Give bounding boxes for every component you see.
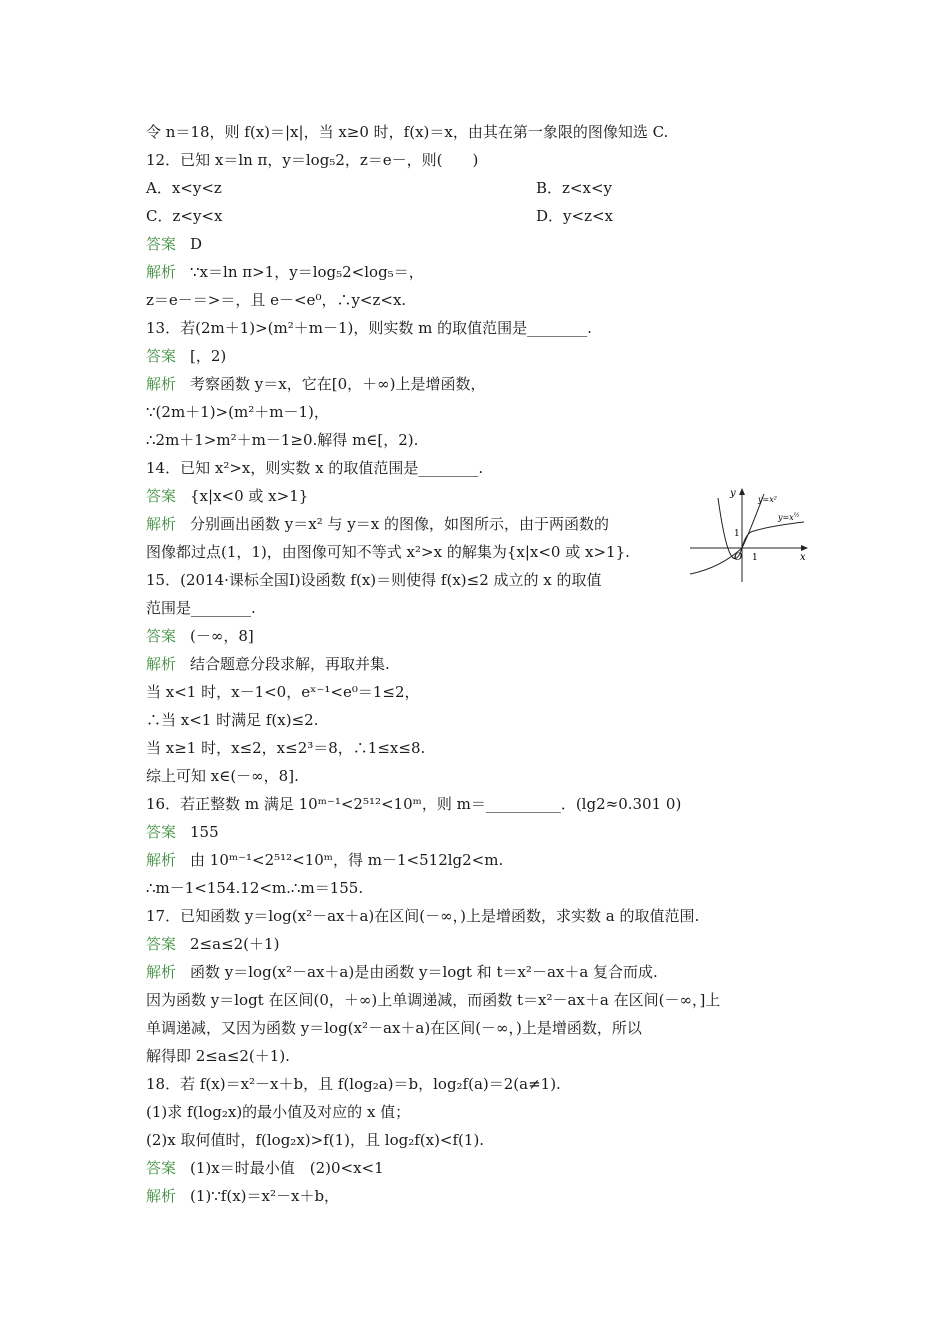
- line-text: 155: [190, 823, 219, 841]
- y-axis-arrow-icon: [739, 488, 745, 495]
- curve1-label: y=x²: [758, 495, 777, 504]
- line-text: 结合题意分段求解，再取并集.: [190, 655, 390, 673]
- line-text: 令 n＝18，则 f(x)＝|x|，当 x≥0 时，f(x)＝x，由其在第一象限的图像知选 C.: [146, 123, 669, 141]
- text-line: [146, 734, 806, 762]
- text-line: [146, 874, 806, 902]
- option-left: A．x<y<z: [146, 179, 222, 197]
- document-body: [146, 118, 806, 1210]
- line-text: (2)x 取何值时，f(log₂x)>f(1)，且 log₂f(x)<f(1).: [146, 1131, 485, 1149]
- line-text: 13．若(2m＋1)>(m²＋m－1)，则实数 m 的取值范围是________.: [146, 319, 592, 337]
- line-text: 因为函数 y＝logt 在区间(0，＋∞)上单调递减，而函数 t＝x²－ax＋a 在区间(－∞，]上: [146, 991, 721, 1009]
- curve2-label: $y=x^{\frac{1}{2}}$: [778, 512, 800, 522]
- text-line: [146, 1042, 806, 1070]
- analysis-line: [146, 650, 806, 678]
- analysis-line: [146, 1182, 806, 1210]
- origin-label: O: [734, 552, 743, 563]
- text-line: [146, 1126, 806, 1154]
- analysis-tag: 解析: [146, 655, 177, 673]
- text-line: [146, 1098, 806, 1126]
- line-text: 函数 y＝log(x²－ax＋a)是由函数 y＝logt 和 t＝x²－ax＋a 复合而成.: [190, 963, 658, 981]
- line-text: 单调递减，又因为函数 y＝log(x²－ax＋a)在区间(－∞，)上是增函数，所以: [146, 1019, 642, 1037]
- answer-line: [146, 818, 806, 846]
- line-text: 18．若 f(x)＝x²－x＋b，且 f(log₂a)＝b，log₂f(a)＝2(a≠1).: [146, 1075, 561, 1093]
- line-text: 12．已知 x＝ln π，y＝log₅2，z＝e－，则( ): [146, 151, 479, 169]
- text-line: [146, 566, 676, 594]
- y-axis-label: y: [730, 488, 736, 499]
- answer-line: [146, 1154, 806, 1182]
- answer-tag: 答案: [146, 935, 177, 953]
- text-line: [146, 454, 806, 482]
- answer-line: [146, 342, 806, 370]
- options-line: [146, 174, 806, 202]
- analysis-tag: 解析: [146, 375, 177, 393]
- answer-tag: 答案: [146, 823, 177, 841]
- text-line: [146, 706, 806, 734]
- option-right: B．z<x<y: [536, 179, 612, 197]
- line-text: ∴当 x<1 时满足 f(x)≤2.: [146, 711, 319, 729]
- line-text: 解得即 2≤a≤2(＋1).: [146, 1047, 290, 1065]
- analysis-line: [146, 258, 806, 286]
- option-right: D．y<z<x: [536, 207, 613, 225]
- options-line: [146, 202, 806, 230]
- line-text: ∵x＝ln π>1，y＝log₅2<log₅＝，: [190, 263, 424, 281]
- curve2-exponent: ½: [793, 512, 800, 519]
- tick-one-x: 1: [752, 553, 758, 563]
- line-text: ∵(2m＋1)>(m²＋m－1)，: [146, 403, 329, 421]
- answer-line: [146, 930, 806, 958]
- text-line: [146, 1070, 806, 1098]
- text-line: [146, 118, 806, 146]
- text-line: [146, 594, 806, 622]
- line-text: ∴m－1<154.12<m.∴m＝155.: [146, 879, 364, 897]
- answer-tag: 答案: [146, 235, 177, 253]
- analysis-line: [146, 958, 806, 986]
- line-text: (1)x＝时最小值 (2)0<x<1: [190, 1159, 384, 1177]
- analysis-line: [146, 846, 806, 874]
- analysis-line: [146, 370, 806, 398]
- line-text: (－∞，8]: [190, 627, 254, 645]
- line-text: 15．(2014·课标全国Ⅰ)设函数 f(x)＝则使得 f(x)≤2 成立的 x 的取值: [146, 571, 602, 589]
- text-line: [146, 790, 806, 818]
- analysis-tag: 解析: [146, 963, 177, 981]
- x-axis-label: x: [800, 552, 806, 563]
- text-line: [146, 426, 806, 454]
- answer-tag: 答案: [146, 1159, 177, 1177]
- line-text: (1)∵f(x)＝x²－x＋b，: [190, 1187, 340, 1205]
- line-text: 图像都过点(1，1)，由图像可知不等式 x²>x 的解集为{x|x<0 或 x>1}.: [146, 543, 630, 561]
- answer-tag: 答案: [146, 487, 177, 505]
- line-text: 由 10ᵐ⁻¹<2⁵¹²<10ᵐ，得 m－1<512lg2<m.: [190, 851, 504, 869]
- analysis-tag: 解析: [146, 1187, 177, 1205]
- line-text: {x|x<0 或 x>1}: [190, 487, 309, 505]
- text-line: [146, 678, 806, 706]
- text-line: [146, 286, 806, 314]
- line-text: 当 x<1 时，x－1<0，eˣ⁻¹<e⁰＝1≤2，: [146, 683, 420, 701]
- analysis-tag: 解析: [146, 851, 177, 869]
- text-line: [146, 902, 806, 930]
- text-line: [146, 538, 676, 566]
- answer-tag: 答案: [146, 347, 177, 365]
- text-line: [146, 1014, 806, 1042]
- line-text: ∴2m＋1>m²＋m－1≥0.解得 m∈[，2).: [146, 431, 419, 449]
- option-left: C．z<y<x: [146, 207, 223, 225]
- x-axis-arrow-icon: [801, 545, 808, 551]
- line-text: [，2): [190, 347, 227, 365]
- function-graph-figure: [690, 484, 810, 584]
- line-text: 16．若正整数 m 满足 10ᵐ⁻¹<2⁵¹²<10ᵐ，则 m＝__________．(lg2≈0.301 0): [146, 795, 682, 813]
- analysis-line: [146, 510, 676, 538]
- line-text: (1)求 f(log₂x)的最小值及对应的 x 值；: [146, 1103, 411, 1121]
- line-text: 范围是________.: [146, 599, 256, 617]
- text-line: [146, 986, 806, 1014]
- line-text: D: [190, 235, 203, 253]
- line-text: 17．已知函数 y＝log(x²－ax＋a)在区间(－∞，)上是增函数，求实数 a 的取值范围.: [146, 907, 700, 925]
- line-text: 分别画出函数 y＝x² 与 y＝x 的图像，如图所示，由于两函数的: [190, 515, 609, 533]
- line-text: 综上可知 x∈(－∞，8].: [146, 767, 299, 785]
- text-line: [146, 398, 806, 426]
- line-text: 当 x≥1 时，x≤2，x≤2³＝8，∴1≤x≤8.: [146, 739, 426, 757]
- answer-line: [146, 230, 806, 258]
- answer-line: [146, 622, 806, 650]
- analysis-tag: 解析: [146, 515, 177, 533]
- text-line: [146, 146, 806, 174]
- answer-tag: 答案: [146, 627, 177, 645]
- line-text: z＝e－＝>＝，且 e－<e⁰，∴y<z<x.: [146, 291, 407, 309]
- tick-one-y: 1: [734, 529, 740, 539]
- text-line: [146, 314, 806, 342]
- line-text: 考察函数 y＝x，它在[0，＋∞)上是增函数，: [190, 375, 486, 393]
- analysis-tag: 解析: [146, 263, 177, 281]
- text-line: [146, 762, 806, 790]
- line-text: 14．已知 x²>x，则实数 x 的取值范围是________.: [146, 459, 484, 477]
- line-text: 2≤a≤2(＋1): [190, 935, 280, 953]
